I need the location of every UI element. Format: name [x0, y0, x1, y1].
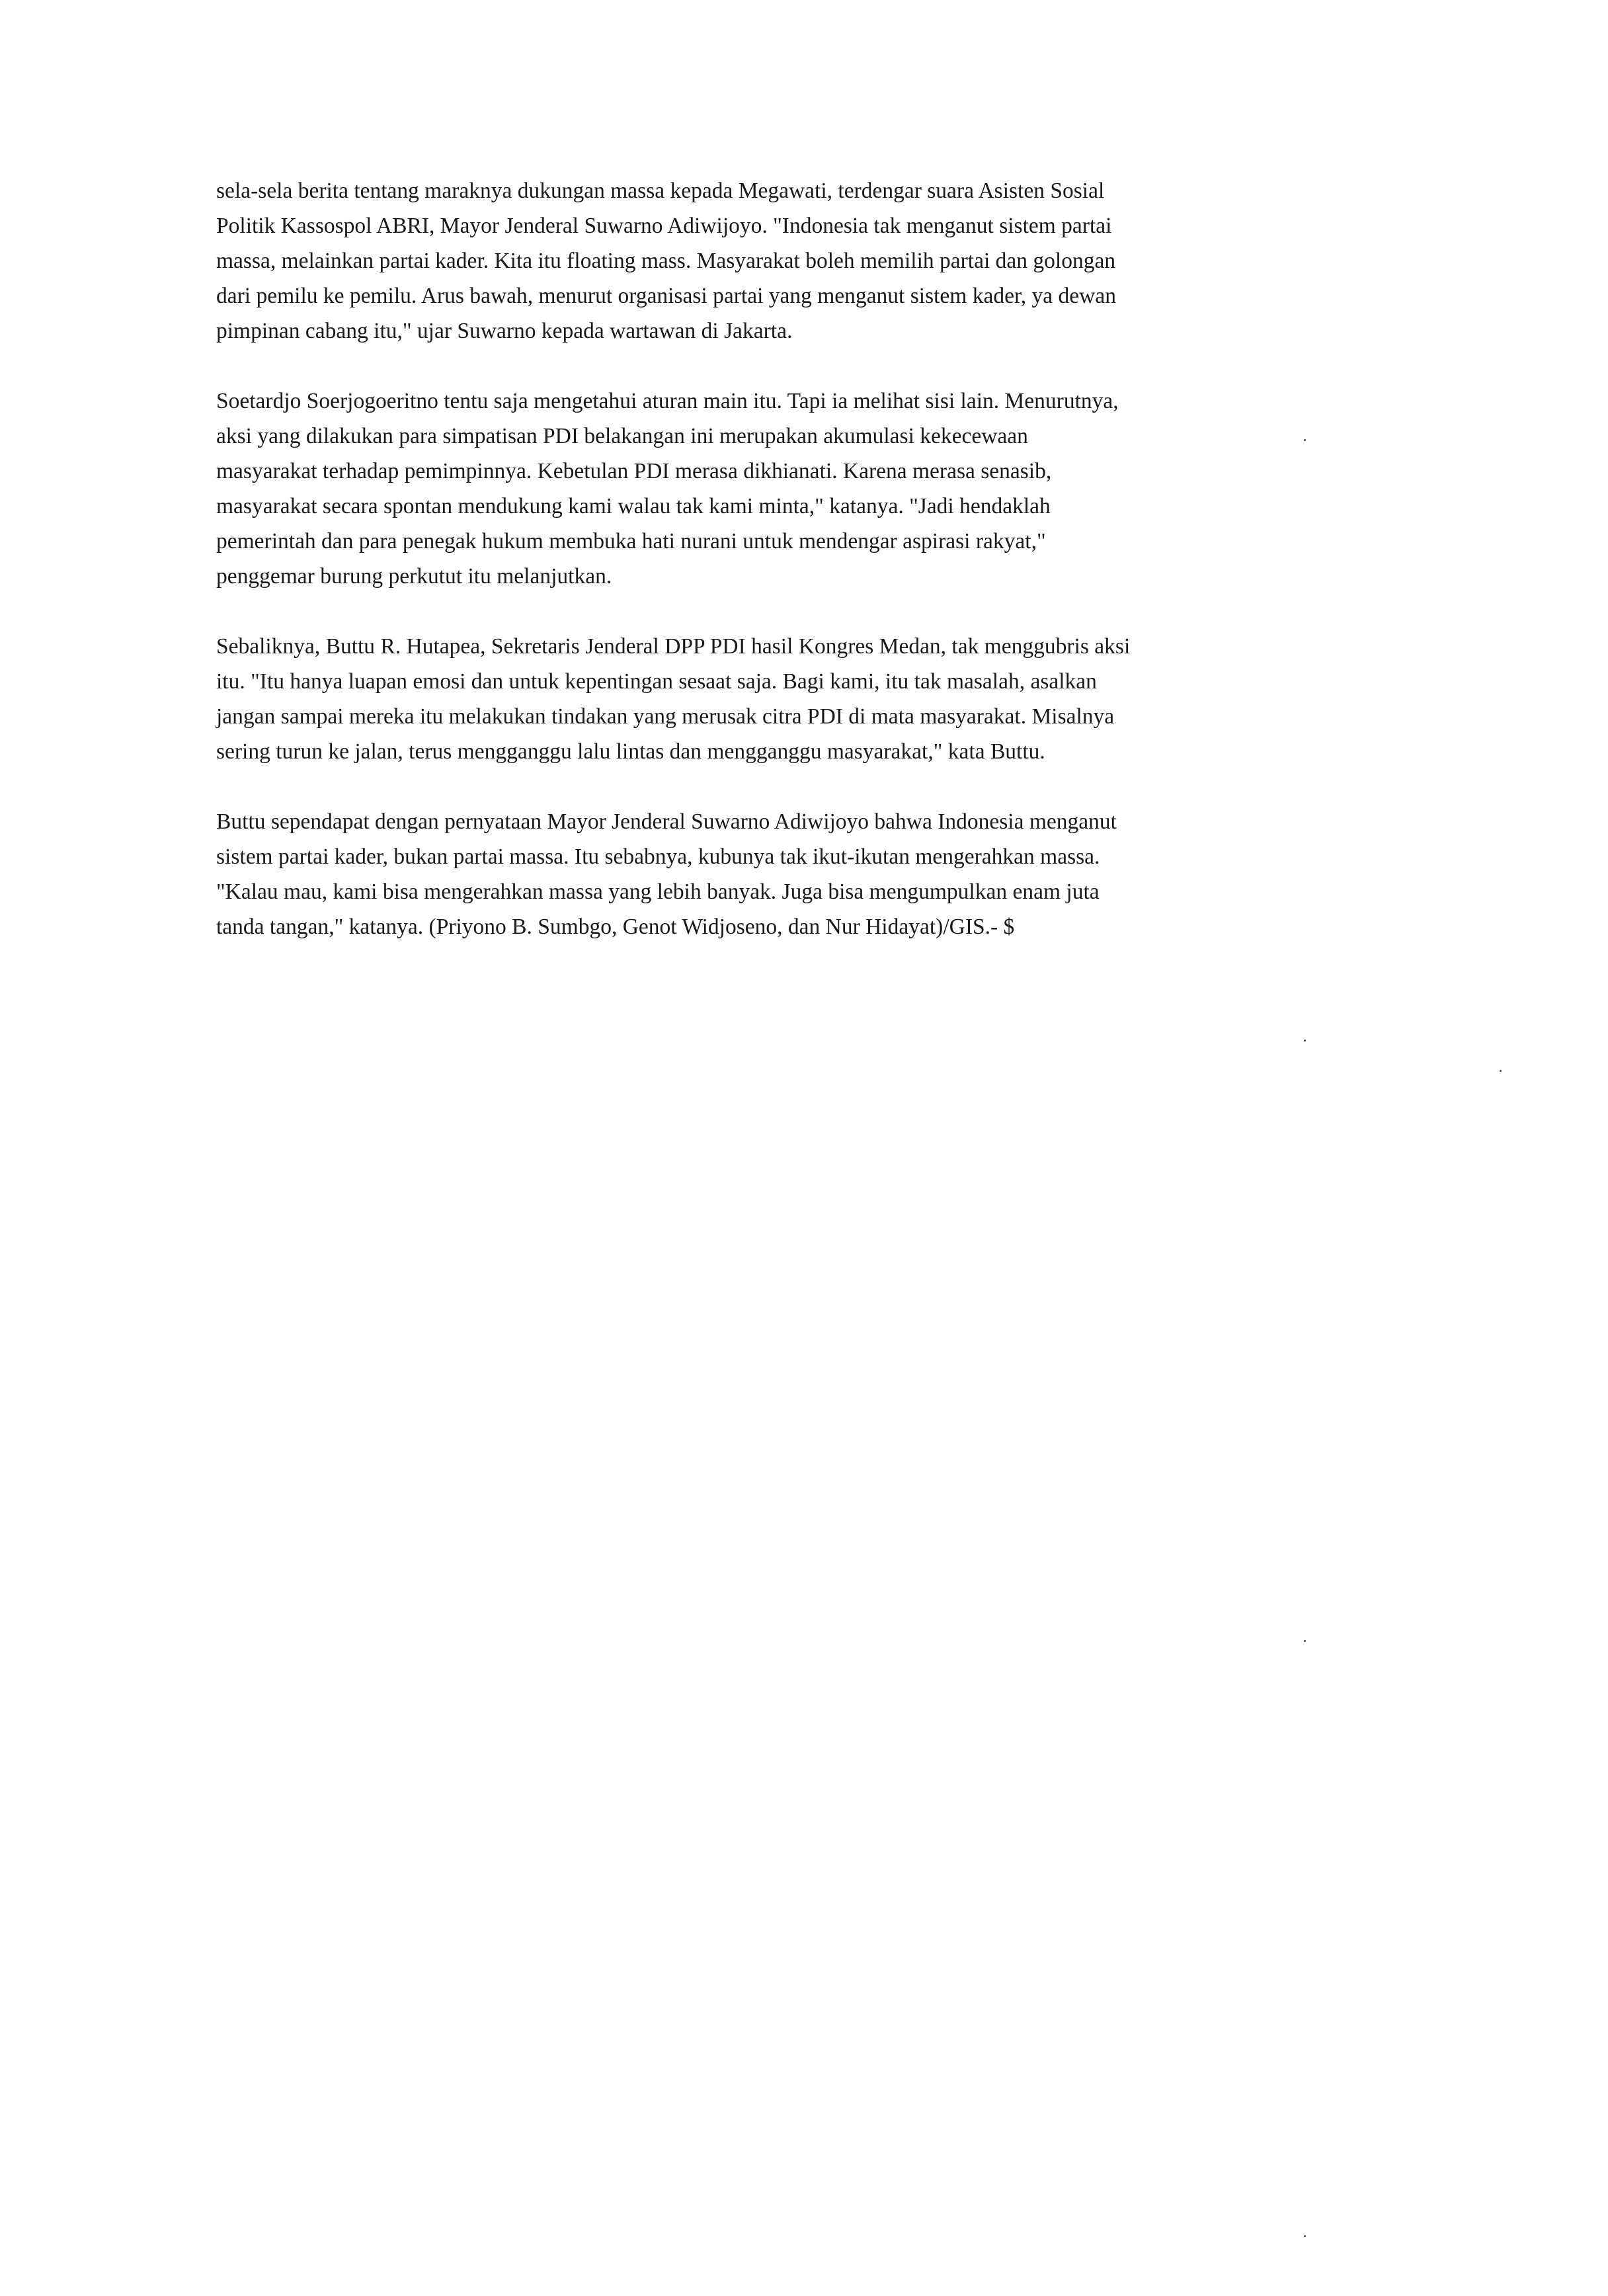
- article-body: [216, 173, 1380, 979]
- scan-speck: [1304, 1640, 1306, 1642]
- paragraph-2: [216, 384, 1380, 594]
- scan-speck: [1304, 439, 1306, 441]
- scan-speck: [1304, 1040, 1306, 1042]
- text-line: massa, melainkan partai kader. Kita itu floating mass. Masyarakat boleh memilih partai dan golongan: [216, 249, 1116, 273]
- text-line: penggemar burung perkutut itu melanjutkan.: [216, 564, 612, 589]
- text-line: "Kalau mau, kami bisa mengerahkan massa yang lebih banyak. Juga bisa mengumpulkan enam juta: [216, 880, 1100, 904]
- text-line: Sebaliknya, Buttu R. Hutapea, Sekretaris Jenderal DPP PDI hasil Kongres Medan, tak menggubris aksi: [216, 634, 1131, 659]
- text-line: Politik Kassospol ABRI, Mayor Jenderal Suwarno Adiwijoyo. "Indonesia tak menganut sistem partai: [216, 214, 1112, 238]
- text-line: Soetardjo Soerjogoeritno tentu saja mengetahui aturan main itu. Tapi ia melihat sisi lain. Menurutnya,: [216, 389, 1119, 413]
- text-line: aksi yang dilakukan para simpatisan PDI belakangan ini merupakan akumulasi kekecewaan: [216, 424, 1028, 448]
- text-line: masyarakat terhadap pemimpinnya. Kebetulan PDI merasa dikhianati. Karena merasa senasib,: [216, 459, 1052, 483]
- text-line: sela-sela berita tentang maraknya dukungan massa kepada Megawati, terdengar suara Asisten Sosial: [216, 179, 1105, 203]
- text-line: masyarakat secara spontan mendukung kami walau tak kami minta," katanya. "Jadi hendaklah: [216, 494, 1051, 518]
- text-line: pemerintah dan para penegak hukum membuka hati nurani untuk mendengar aspirasi rakyat,": [216, 529, 1046, 554]
- scan-speck: [1304, 2235, 1306, 2237]
- text-line: sering turun ke jalan, terus mengganggu lalu lintas dan mengganggu masyarakat," kata Buttu.: [216, 739, 1045, 764]
- scan-speck: [1500, 1070, 1502, 1072]
- paragraph-4: [216, 804, 1380, 944]
- text-line: itu. "Itu hanya luapan emosi dan untuk kepentingan sesaat saja. Bagi kami, itu tak masalah, asalkan: [216, 669, 1097, 694]
- paragraph-3: [216, 629, 1380, 769]
- text-line: Buttu sependapat dengan pernyataan Mayor Jenderal Suwarno Adiwijoyo bahwa Indonesia menganut: [216, 809, 1117, 834]
- text-line: tanda tangan," katanya. (Priyono B. Sumbgo, Genot Widjoseno, dan Nur Hidayat)/GIS.- $: [216, 915, 1015, 939]
- text-line: pimpinan cabang itu," ujar Suwarno kepada wartawan di Jakarta.: [216, 319, 793, 343]
- text-line: jangan sampai mereka itu melakukan tindakan yang merusak citra PDI di mata masyarakat. Misalnya: [216, 704, 1115, 729]
- paragraph-1: [216, 173, 1380, 348]
- text-line: dari pemilu ke pemilu. Arus bawah, menurut organisasi partai yang menganut sistem kader, ya dewan: [216, 284, 1116, 308]
- text-line: sistem partai kader, bukan partai massa. Itu sebabnya, kubunya tak ikut-ikutan mengerahkan massa.: [216, 844, 1100, 869]
